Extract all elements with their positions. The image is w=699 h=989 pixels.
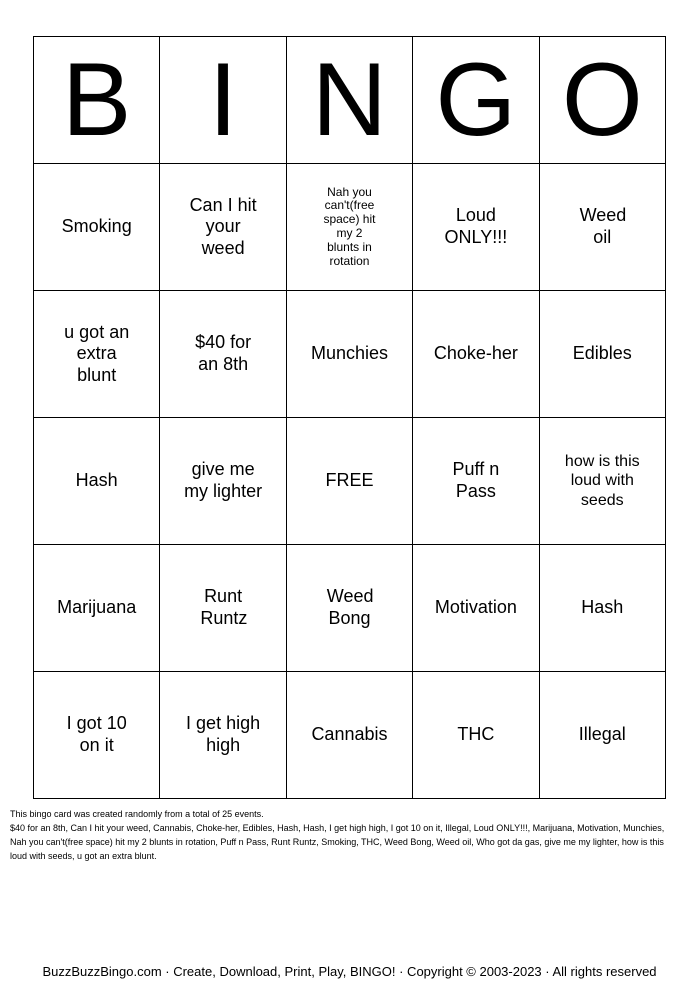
bingo-cell: THC [413, 672, 539, 799]
header-row [34, 37, 666, 164]
bingo-cell: how is this loud with seeds [539, 418, 665, 545]
bingo-cell: u got an extra blunt [34, 291, 160, 418]
bingo-cell: Munchies [286, 291, 412, 418]
bingo-cell: Hash [539, 545, 665, 672]
card-info-intro: This bingo card was created randomly from a total of 25 events. [10, 809, 264, 819]
bingo-cell: Hash [34, 418, 160, 545]
bingo-cell: Smoking [34, 164, 160, 291]
bingo-cell: Puff n Pass [413, 418, 539, 545]
bingo-cell: Runt Runtz [160, 545, 286, 672]
bingo-cell: Weed oil [539, 164, 665, 291]
bingo-cell: Weed Bong [286, 545, 412, 672]
header-letter-o: O [539, 37, 665, 164]
bingo-row [34, 164, 666, 291]
bingo-cell: Choke-her [413, 291, 539, 418]
bingo-cell: Marijuana [34, 545, 160, 672]
header-letter-i: I [160, 37, 286, 164]
free-space-cell: FREE [286, 418, 412, 545]
card-info-events: $40 for an 8th, Can I hit your weed, Cannabis, Choke-her, Edibles, Hash, Hash, I get high high, I got 10 on it, Illegal, Loud ONLY!!!, Marijuana, Motivation, Munchies, Nah you can't(free space) hit my 2 blunts in rotation, Puff n Pass, Runt Runtz, Smoking, THC, Weed Bong, Weed oil, Who got da gas, give me my lighter, how is this loud with seeds, u got an extra blunt. [10, 823, 665, 861]
card-info [10, 807, 670, 863]
header-letter-n: N [286, 37, 412, 164]
footer-copyright: BuzzBuzzBingo.com · Create, Download, Print, Play, BINGO! · Copyright © 2003-2023 · All rights reserved [42, 964, 657, 979]
bingo-row [34, 291, 666, 418]
bingo-cell: Loud ONLY!!! [413, 164, 539, 291]
bingo-cell: Cannabis [286, 672, 412, 799]
bingo-cell: Motivation [413, 545, 539, 672]
bingo-cell: Nah you can't(free space) hit my 2 blunts in rotation [286, 164, 412, 291]
bingo-card [33, 36, 666, 799]
header-letter-b: B [34, 37, 160, 164]
bingo-cell: give me my lighter [160, 418, 286, 545]
bingo-cell: $40 for an 8th [160, 291, 286, 418]
bingo-cell: Can I hit your weed [160, 164, 286, 291]
header-letter-g: G [413, 37, 539, 164]
bingo-row [34, 545, 666, 672]
bingo-cell: Illegal [539, 672, 665, 799]
bingo-cell: Edibles [539, 291, 665, 418]
bingo-row [34, 672, 666, 799]
bingo-cell: I got 10 on it [34, 672, 160, 799]
bingo-cell: I get high high [160, 672, 286, 799]
bingo-row [34, 418, 666, 545]
